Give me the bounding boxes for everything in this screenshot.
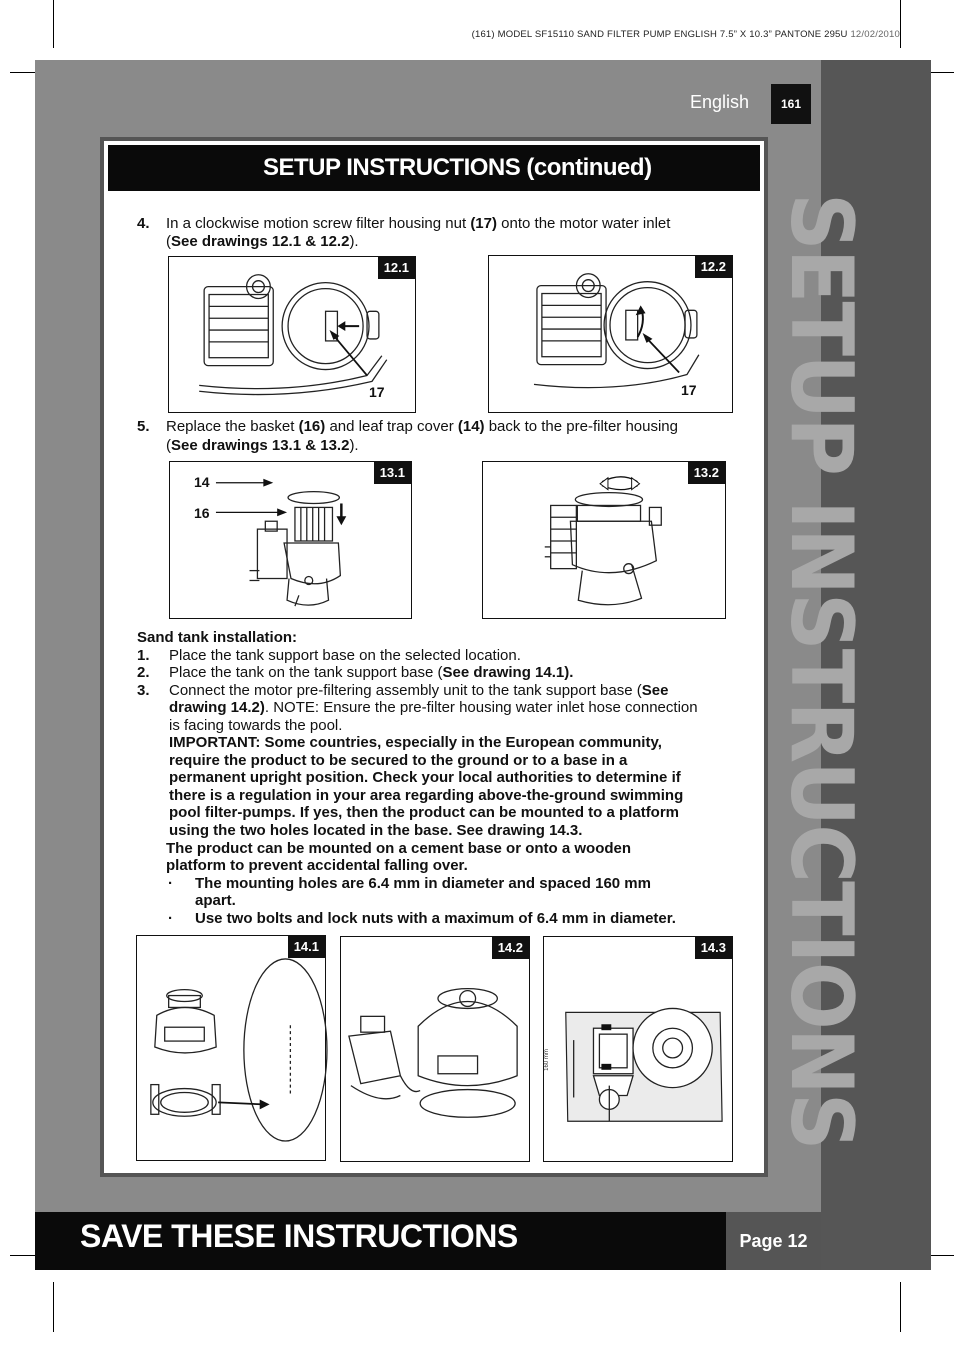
figure-13-2 [482, 461, 726, 619]
figure-14-3 [543, 936, 733, 1162]
step-text: ( [166, 437, 171, 454]
print-header-date: 12/02/2010 [850, 29, 900, 40]
part-callout: 17 [681, 382, 697, 398]
important-line: using the two holes located in the base. See drawing 14.3. [169, 822, 583, 839]
drawing-ref: See drawings 12.1 & 12.2 [171, 233, 350, 250]
bullet-text: The mounting holes are 6.4 mm in diameter and spaced 160 mm [195, 875, 651, 892]
figure-label: 13.1 [374, 462, 411, 484]
crop-mark [900, 1282, 901, 1332]
important-line: permanent upright position. Check your local authorities to determine if [169, 769, 681, 786]
figure-14-2 [340, 936, 530, 1162]
drawing-ref: See drawings 13.1 & 13.2 [171, 437, 350, 454]
step-5-line-1 [166, 418, 678, 436]
crop-mark [53, 1282, 54, 1332]
pump-to-tank-base-illustration [341, 937, 529, 1161]
drawing-ref: drawing 14.2) [169, 699, 265, 716]
figure-12-1 [168, 256, 416, 413]
figure-label: 12.1 [378, 257, 415, 279]
drawing-ref: See [641, 682, 669, 699]
print-header-text: (161) MODEL SF15110 SAND FILTER PUMP ENGLISH 7.5” X 10.3” PANTONE 295U [471, 29, 848, 40]
item-number: 2. [137, 664, 150, 681]
item-text: Place the tank on the tank support base ( [169, 664, 443, 681]
item-3-line-1 [169, 682, 668, 700]
language-label: English [690, 92, 750, 112]
tank-on-base-illustration [137, 936, 325, 1160]
page-badge: 161 [771, 84, 811, 124]
figure-label: 12.2 [695, 256, 732, 278]
figure-12-2 [488, 255, 733, 413]
bullet-text: Use two bolts and lock nuts with a maximum of 6.4 mm in diameter. [195, 910, 676, 927]
step-text: ). [349, 437, 359, 454]
step-text: and leaf trap cover [325, 418, 458, 435]
step-text: back to the pre-filter housing [484, 418, 678, 435]
step-text: In a clockwise motion screw filter housing nut [166, 215, 471, 232]
important-line: require the product to be secured to the ground or to a base in a [169, 752, 628, 769]
important-line: there is a regulation in your area regarding above-the-ground swimming [169, 787, 684, 804]
figure-14-1 [136, 935, 326, 1161]
step-4-line-1 [166, 215, 670, 233]
item-number: 1. [137, 647, 150, 664]
step-5-line-2 [166, 437, 359, 455]
crop-mark [900, 0, 901, 48]
part-callout: 14 [194, 474, 210, 490]
dimension-label: 160 mm [543, 1049, 550, 1071]
part-ref: (16) [298, 418, 326, 435]
item-text: Place the tank support base on the selected location. [169, 647, 521, 664]
side-title: SETUP INSTRUCTIONS [771, 193, 871, 1149]
print-header [472, 29, 900, 40]
sand-tank-heading: Sand tank installation: [137, 629, 298, 646]
cover-rotation-illustration [483, 462, 725, 618]
figure-label: 14.1 [288, 936, 325, 958]
step-number: 4. [137, 215, 150, 232]
step-number: 5. [137, 418, 150, 435]
bullet-symbol: · [168, 910, 173, 927]
important-line: IMPORTANT: Some countries, especially in the European community, [169, 734, 662, 751]
page-number: Page 12 [726, 1212, 821, 1270]
step-text: ). [349, 233, 359, 250]
step-text: ( [166, 233, 171, 250]
item-text: . NOTE: Ensure the pre-filter housing water inlet hose connection [264, 699, 698, 716]
bullet-text: apart. [195, 892, 236, 909]
part-ref: (14) [457, 418, 485, 435]
figure-label: 14.2 [492, 937, 529, 959]
part-callout: 16 [194, 505, 210, 521]
bullet-symbol: · [168, 875, 173, 892]
item-2-line [169, 664, 573, 682]
item-text: Connect the motor pre-filtering assembly unit to the tank support base ( [169, 682, 642, 699]
section-title: SETUP INSTRUCTIONS (continued) [108, 145, 760, 191]
mount-note-line: platform to prevent accidental falling over. [166, 857, 468, 874]
mounting-holes-illustration [544, 937, 732, 1161]
item-number: 3. [137, 682, 150, 699]
part-callout: 17 [369, 384, 385, 400]
figure-label: 13.2 [688, 462, 725, 484]
step-text: onto the motor water inlet [497, 215, 671, 232]
figure-label: 14.3 [695, 937, 732, 959]
step-text: Replace the basket [166, 418, 299, 435]
important-line: pool filter-pumps. If yes, then the product can be mounted to a platform [169, 804, 680, 821]
step-4-line-2 [166, 233, 359, 251]
mount-note-line: The product can be mounted on a cement base or onto a wooden [166, 840, 632, 857]
drawing-ref: See drawing 14.1). [442, 664, 574, 681]
part-ref: (17) [470, 215, 497, 232]
figure-13-1 [169, 461, 412, 619]
save-instructions-banner: SAVE THESE INSTRUCTIONS [80, 1218, 518, 1254]
item-3-line-3: is facing towards the pool. [169, 717, 343, 734]
item-3-line-2 [169, 699, 698, 717]
crop-mark [53, 0, 54, 48]
